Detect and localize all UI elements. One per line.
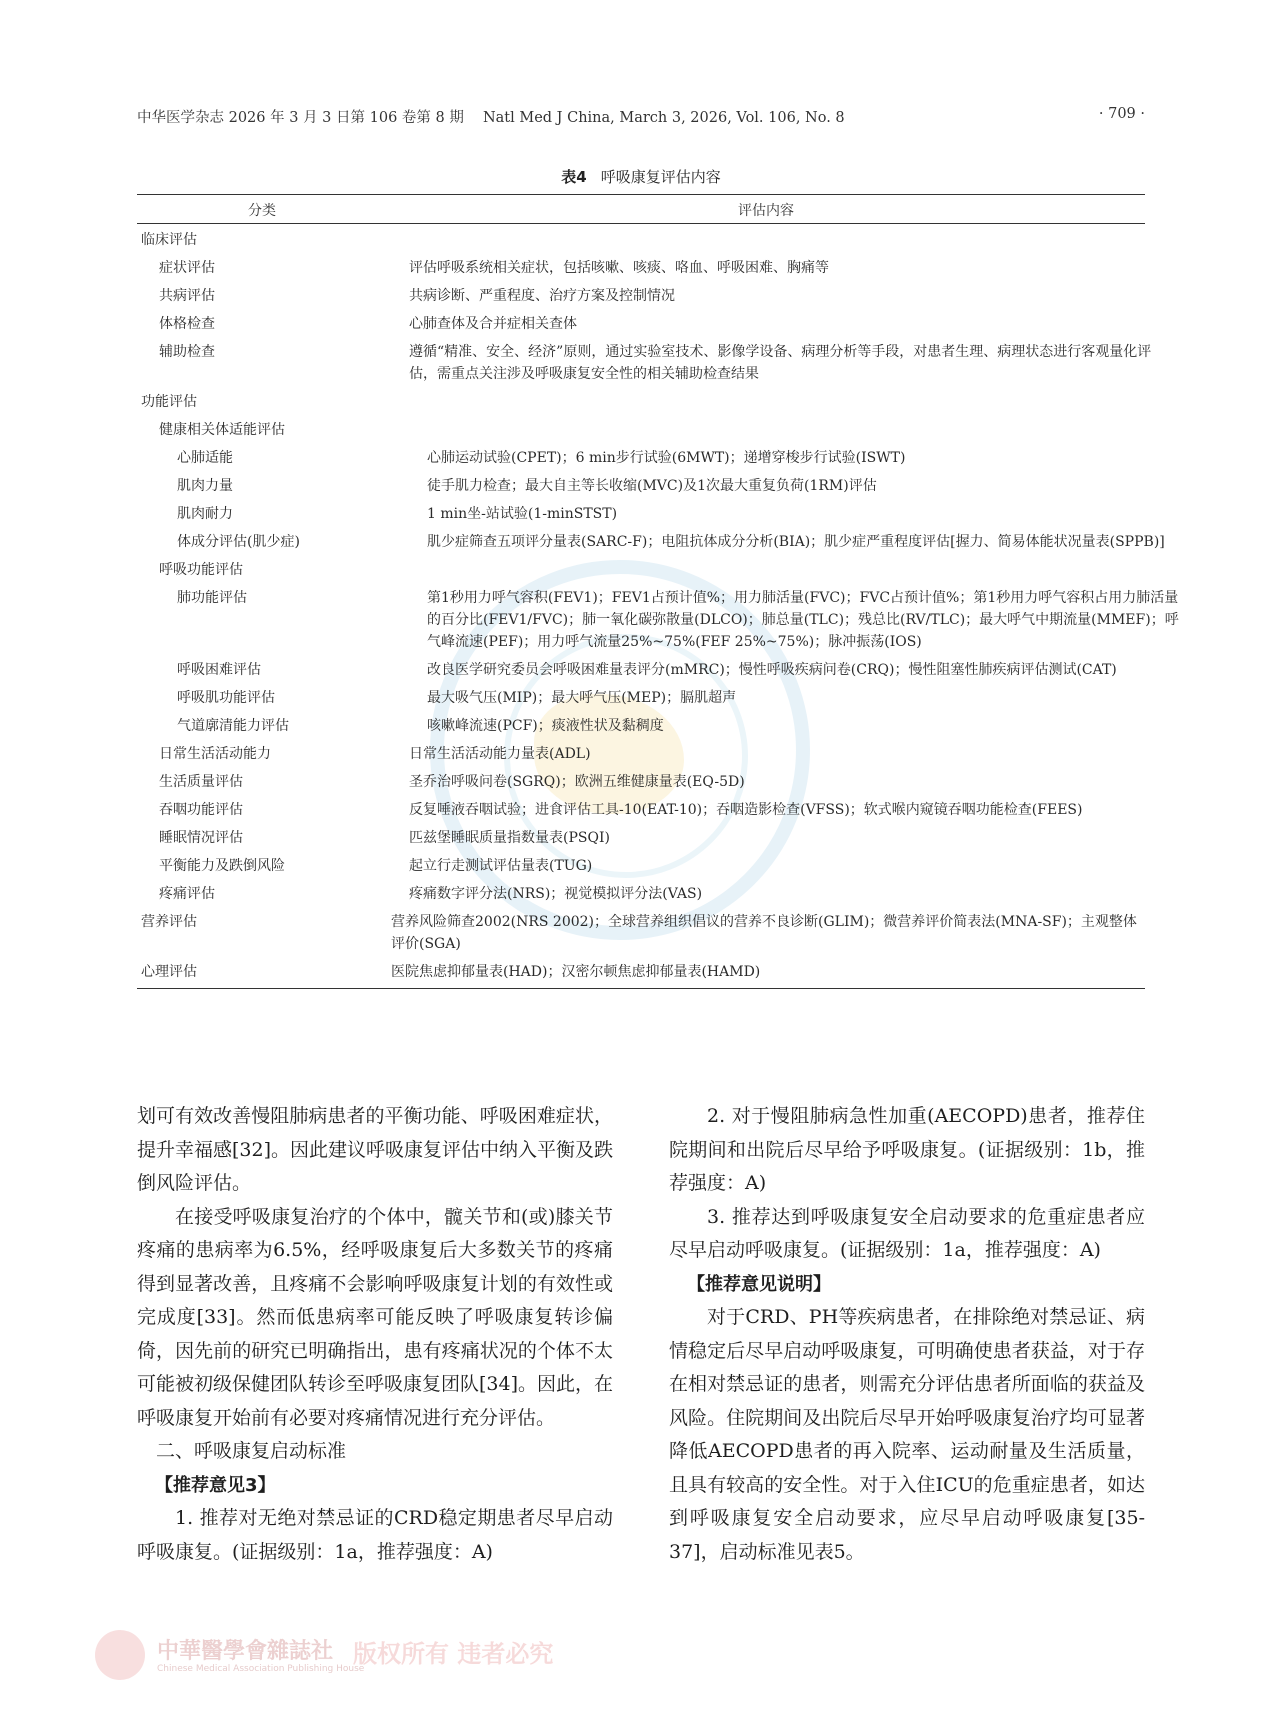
row-category: 吞咽功能评估 (159, 802, 243, 818)
row-content: 改良医学研究委员会呼吸困难量表评分(mMRC)；慢性呼吸疾病问卷(CRQ)；慢性阻塞性肺疾病评估测试(CAT) (427, 662, 1117, 678)
row-category: 疼痛评估 (159, 886, 215, 902)
row-category: 日常生活活动能力 (159, 746, 271, 762)
table-header (137, 195, 1145, 223)
table-row (137, 472, 1145, 500)
table-row (137, 500, 1145, 528)
row-category: 呼吸肌功能评估 (177, 690, 275, 706)
row-category: 功能评估 (141, 394, 197, 410)
table-body (137, 224, 1179, 988)
recommendation-item-2: 2. 对于慢阻肺病急性加重(AECOPD)患者，推荐住院期间和出院后尽早给予呼吸康复。(证据级别：1b，推荐强度：A) (669, 1105, 1145, 1194)
row-category: 健康相关体适能评估 (159, 422, 285, 438)
table-row (137, 712, 1145, 740)
row-category: 平衡能力及跌倒风险 (159, 858, 285, 874)
table-title: 呼吸康复评估内容 (600, 168, 721, 186)
table-row (137, 310, 1145, 338)
assessment-table (137, 194, 1179, 989)
row-content: 咳嗽峰流速(PCF)；痰液性状及黏稠度 (427, 718, 664, 734)
table-row (137, 824, 1145, 852)
recommendation-item-1: 1. 推荐对无绝对禁忌证的CRD稳定期患者尽早启动呼吸康复。(证据级别：1a，推荐强度：A) (137, 1507, 613, 1563)
row-content: 匹兹堡睡眠质量指数量表(PSQI) (409, 830, 610, 846)
row-category: 肌肉耐力 (177, 506, 233, 522)
table-number: 表4 (561, 168, 587, 186)
header-category: 分类 (248, 203, 276, 219)
row-category: 心肺适能 (177, 450, 233, 466)
row-category: 辅助检查 (159, 344, 215, 360)
running-header (137, 106, 1145, 130)
row-content: 遵循“精准、安全、经济”原则，通过实验室技术、影像学设备、病理分析等手段，对患者生理、病理状态进行客观量化评估，需重点关注涉及呼吸康复安全性的相关辅助检查结果 (409, 344, 1152, 382)
table-row (137, 684, 1145, 712)
table-row (137, 388, 1145, 416)
recommendation-note-heading: 【推荐意见说明】 (687, 1273, 831, 1295)
row-category: 生活质量评估 (159, 774, 243, 790)
table-row (137, 254, 1145, 282)
right-column (669, 1100, 1145, 1569)
table-row (137, 416, 1145, 444)
recommendation-item-3: 3. 推荐达到呼吸康复安全启动要求的危重症患者应尽早启动呼吸康复。(证据级别：1a，推荐强度：A) (669, 1205, 1145, 1261)
row-content: 共病诊断、严重程度、治疗方案及控制情况 (409, 288, 675, 304)
recommendation-note-paragraph: 对于CRD、PH等疾病患者，在排除绝对禁忌证、病情稳定后尽早启动呼吸康复，可明确使患者获益，对于存在相对禁忌证的患者，则需充分评估患者所面临的获益及风险。住院期间及出院后尽早开始呼吸康复治疗均可显著降低AECOPD患者的再入院率、运动耐量及生活质量，且具有较高的安全性。对于入住ICU的危重症患者，如达到呼吸康复安全启动要求，应尽早启动呼吸康复[35-37]，启动标准见表5。 (669, 1306, 1145, 1563)
table-row (137, 528, 1165, 556)
table-row (137, 908, 1145, 958)
table-row (137, 958, 1145, 986)
row-category: 临床评估 (141, 232, 197, 248)
row-category: 肌肉力量 (177, 478, 233, 494)
publisher-name: 中華醫學會雜誌社 (157, 1638, 334, 1664)
row-content: 第1秒用力呼气容积(FEV1)；FEV1占预计值%；用力肺活量(FVC)；FVC占预计值%；第1秒用力呼气容积占用力肺活量的百分比(FEV1/FVC)；肺一氧化碳弥散量(DLCO)；肺总量(TLC)；残总比(RV/TLC)；最大呼气中期流量(MMEF)；呼气峰流速(PEF)；用力呼气流量25%~75%(FEF 25%~75%)；脉冲振荡(IOS) (427, 590, 1179, 650)
table-row (137, 852, 1145, 880)
row-content: 1 min坐-站试验(1-minSTST) (427, 506, 618, 522)
paragraph-continued: 划可有效改善慢阻肺病患者的平衡功能、呼吸困难症状，提升幸福感[32]。因此建议呼吸康复评估中纳入平衡及跌倒风险评估。 (137, 1105, 614, 1194)
row-content: 营养风险筛查2002(NRS 2002)；全球营养组织倡议的营养不良诊断(GLIM)；微营养评价简表法(MNA-SF)；主观整体评价(SGA) (391, 914, 1137, 952)
row-category: 心理评估 (141, 964, 197, 980)
row-category: 气道廓清能力评估 (177, 718, 289, 734)
row-content: 徒手肌力检查；最大自主等长收缩(MVC)及1次最大重复负荷(1RM)评估 (427, 478, 877, 494)
table-row (137, 338, 1152, 388)
journal-citation: 中华医学杂志 2026 年 3 月 3 日第 106 卷第 8 期 Natl Med J China, March 3, 2026, Vol. 106, No. 8 (137, 110, 845, 126)
row-category: 体格检查 (159, 316, 215, 332)
row-content (409, 556, 1165, 584)
recommendation-heading: 【推荐意见3】 (155, 1474, 276, 1496)
table-bottom-rule (137, 988, 1145, 989)
row-content: 反复唾液吞咽试验；进食评估工具-10(EAT-10)；吞咽造影检查(VFSS)；软式喉内窥镜吞咽功能检查(FEES) (409, 802, 1083, 818)
paragraph-pain: 在接受呼吸康复治疗的个体中，髋关节和(或)膝关节疼痛的患病率为6.5%，经呼吸康复后大多数关节的疼痛得到显著改善，且疼痛不会影响呼吸康复计划的有效性或完成度[33]。然而低患病率可能反映了呼吸康复转诊偏倚，因先前的研究已明确指出，患有疼痛状况的个体不太可能被初级保健团队转诊至呼吸康复团队[34]。因此，在呼吸康复开始前有必要对疼痛情况进行充分评估。 (137, 1205, 614, 1429)
row-category: 症状评估 (159, 260, 215, 276)
table-row (137, 584, 1179, 656)
row-content (391, 226, 1147, 254)
table-row (137, 444, 1145, 472)
table-row (137, 880, 1145, 908)
row-category: 共病评估 (159, 288, 215, 304)
table-row (137, 740, 1145, 768)
row-content: 日常生活活动能力量表(ADL) (409, 746, 591, 762)
row-category: 呼吸困难评估 (177, 662, 261, 678)
row-category: 体成分评估(肌少症) (177, 534, 300, 550)
publisher-name-en: Chinese Medical Association Publishing House (157, 1664, 365, 1674)
row-category: 呼吸功能评估 (159, 562, 243, 578)
row-content (391, 388, 1147, 416)
header-content: 评估内容 (738, 203, 794, 219)
copyright-slogan: 版权所有 违者必究 (353, 1639, 554, 1668)
publisher-watermark (95, 1630, 615, 1684)
row-content: 心肺查体及合并症相关查体 (409, 316, 577, 332)
publisher-logo (95, 1630, 145, 1680)
row-content: 最大吸气压(MIP)；最大呼气压(MEP)；膈肌超声 (427, 690, 737, 706)
row-category: 营养评估 (141, 914, 197, 930)
section-heading: 二、呼吸康复启动标准 (156, 1440, 347, 1462)
table-row (137, 796, 1145, 824)
row-content (409, 416, 1165, 444)
row-content: 起立行走测试评估量表(TUG) (409, 858, 593, 874)
row-content: 圣乔治呼吸问卷(SGRQ)；欧洲五维健康量表(EQ-5D) (409, 774, 745, 790)
row-category: 睡眠情况评估 (159, 830, 243, 846)
table-row (137, 282, 1145, 310)
row-content: 肌少症筛查五项评分量表(SARC-F)；电阻抗体成分分析(BIA)；肌少症严重程度评估[握力、简易体能状况量表(SPPB)] (427, 534, 1165, 550)
row-category: 肺功能评估 (177, 590, 247, 606)
left-column (137, 1100, 613, 1569)
table-row (137, 656, 1145, 684)
table-row (137, 556, 1145, 584)
row-content: 评估呼吸系统相关症状，包括咳嗽、咳痰、咯血、呼吸困难、胸痛等 (409, 260, 829, 276)
table-row (137, 226, 1145, 254)
row-content: 心肺运动试验(CPET)；6 min步行试验(6MWT)；递增穿梭步行试验(ISWT) (427, 450, 906, 466)
table-caption (137, 166, 1145, 187)
table-row (137, 768, 1145, 796)
page-number: · 709 · (1098, 106, 1145, 122)
article-body (137, 1100, 1145, 1620)
row-content: 医院焦虑抑郁量表(HAD)；汉密尔顿焦虑抑郁量表(HAMD) (391, 964, 761, 980)
row-content: 疼痛数字评分法(NRS)；视觉模拟评分法(VAS) (409, 886, 703, 902)
